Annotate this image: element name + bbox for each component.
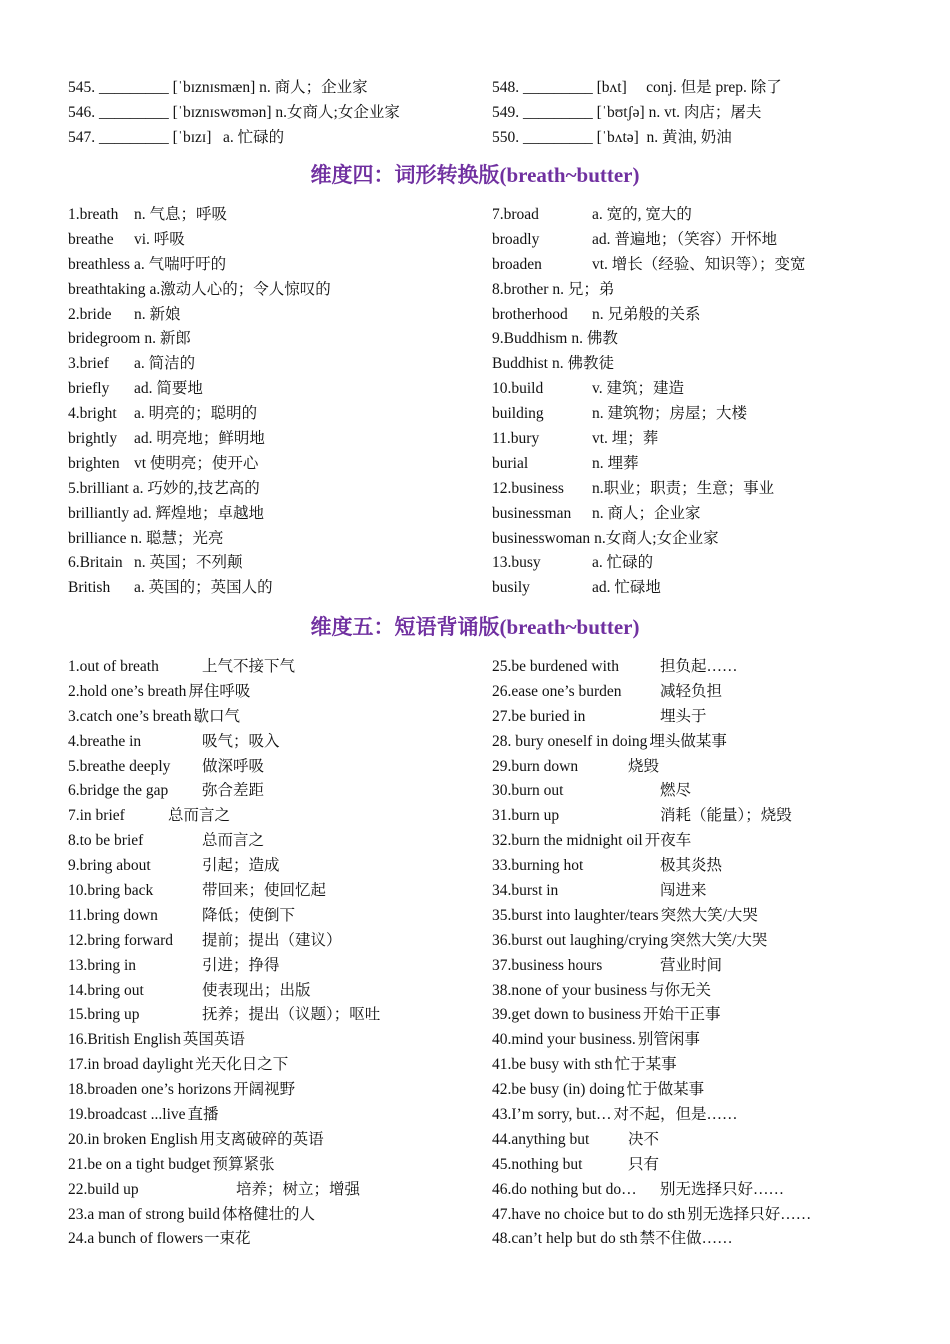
phrase-meaning: 吸气；吸入 xyxy=(202,732,280,750)
word-form-entry xyxy=(68,352,478,377)
word-definition: a. 巧妙的,技艺高的 xyxy=(132,479,260,497)
entry-number: 548. xyxy=(492,79,520,96)
word-form-entry xyxy=(492,427,932,452)
phrase: 31.burn up xyxy=(492,807,560,825)
headword: burial xyxy=(492,454,529,472)
phrase: 37.business hours xyxy=(492,956,603,974)
headword: 11.bury xyxy=(492,430,540,448)
phrase-entry xyxy=(68,804,478,829)
dimension4-list-right xyxy=(492,203,932,601)
phrase-meaning: 直播 xyxy=(187,1106,219,1124)
headword: British xyxy=(68,579,111,597)
phrase-entry xyxy=(492,1227,932,1252)
phrase-entry xyxy=(492,1078,932,1103)
phrase-entry xyxy=(68,779,478,804)
word-form-entry xyxy=(492,278,932,303)
phrase: 43.I’m sorry, but… xyxy=(492,1106,612,1124)
vocab-list-left xyxy=(68,75,478,150)
definition: n. 黄油, 奶油 xyxy=(642,129,732,146)
word-definition: a. 忙碌的 xyxy=(592,554,654,572)
phrase-entry xyxy=(492,1028,932,1053)
phrase-meaning: 开始干正事 xyxy=(642,1006,721,1024)
phrase: 2.hold one’s breath xyxy=(68,682,187,700)
word-form-entry xyxy=(68,576,478,601)
phrase: 23.a man of strong build xyxy=(68,1205,220,1223)
phrase-meaning: 突然大笑/大哭 xyxy=(660,906,758,924)
word-definition: n. 气息；呼吸 xyxy=(134,206,228,223)
phrase: 35.burst into laughter/tears xyxy=(492,906,659,924)
headword: brilliantly xyxy=(68,504,130,522)
definition: n. vt. 肉店；屠夫 xyxy=(648,104,762,121)
headword: Buddhist xyxy=(492,355,548,373)
word-definition: a. 气喘吁吁的 xyxy=(133,255,227,273)
phrase: 38.none of your business xyxy=(492,981,647,999)
phrase-entry xyxy=(492,1178,932,1203)
phrase-meaning: 极其炎热 xyxy=(660,857,723,875)
phrase-entry xyxy=(68,655,478,680)
word-definition: vi. 呼吸 xyxy=(134,230,185,248)
phrase-meaning: 总而言之 xyxy=(168,807,231,825)
headword: 6.Britain xyxy=(68,554,123,572)
word-form-entry xyxy=(68,402,478,427)
word-form-entry xyxy=(492,303,932,328)
phrase: 33.burning hot xyxy=(492,857,584,875)
phrase-entry xyxy=(68,954,478,979)
phrase: 36.burst out laughing/crying xyxy=(492,931,669,949)
phrase: 42.be busy (in) doing xyxy=(492,1081,625,1099)
phrase: 47.have no choice but to do sth xyxy=(492,1205,686,1223)
phrase: 30.burn out xyxy=(492,782,564,800)
phrase: 7.in brief xyxy=(68,807,125,825)
phrase-entry xyxy=(492,680,932,705)
phrase: 39.get down to business xyxy=(492,1006,641,1024)
headword: businesswoman xyxy=(492,529,591,547)
word-definition: v. 建筑；建造 xyxy=(592,380,684,398)
word-form-entry xyxy=(492,253,932,278)
phrase-meaning: 英国英语 xyxy=(182,1031,245,1049)
phonetic: [ˈbʊtʃə] xyxy=(596,104,645,121)
phrase: 32.burn the midnight oil xyxy=(492,832,643,850)
phrase-meaning: 别无选择只好…… xyxy=(660,1180,785,1198)
phrase: 11.bring down xyxy=(68,906,158,924)
word-form-entry xyxy=(68,253,478,278)
phrase-meaning: 引进；挣得 xyxy=(202,956,280,974)
vocab-entry xyxy=(492,75,932,100)
word-definition: a. 明亮的；聪明的 xyxy=(134,405,258,423)
phrase: 45.nothing but xyxy=(492,1155,583,1173)
phrase: 34.burst in xyxy=(492,882,559,900)
phrase: 19.broadcast ...live xyxy=(68,1106,186,1124)
word-definition: ad. 忙碌地 xyxy=(592,579,661,597)
phrase-entry xyxy=(68,755,478,780)
word-form-entry xyxy=(492,502,932,527)
phrase-entry xyxy=(492,1053,932,1078)
word-definition: vt. 埋；葬 xyxy=(592,430,659,448)
word-definition: n. 兄弟般的关系 xyxy=(592,305,701,323)
word-form-entry xyxy=(68,502,478,527)
word-form-entry xyxy=(68,527,478,552)
phrase-entry xyxy=(492,879,932,904)
word-form-entry xyxy=(68,303,478,328)
word-form-entry xyxy=(68,452,478,477)
phrase-entry xyxy=(492,1203,932,1228)
word-definition: n.职业；职责；生意；事业 xyxy=(592,479,775,497)
headword: brightly xyxy=(68,430,118,448)
phrase-entry xyxy=(68,1178,478,1203)
headword: 3.brief xyxy=(68,355,109,373)
definition: a. 忙碌的 xyxy=(215,129,285,146)
word-definition: a. 英国的；英国人的 xyxy=(134,579,273,597)
phrase-meaning: 忙于某事 xyxy=(614,1056,677,1074)
phrase: 26.ease one’s burden xyxy=(492,682,622,700)
headword: 1.breath xyxy=(68,206,119,223)
phrase-entry xyxy=(68,1078,478,1103)
headword: 9.Buddhism xyxy=(492,330,568,348)
headword: breathe xyxy=(68,230,114,248)
headword: 8.brother xyxy=(492,280,549,298)
phrase-meaning: 培养；树立；增强 xyxy=(236,1180,361,1198)
phrase-meaning: 开阔视野 xyxy=(233,1081,296,1099)
phrase: 13.bring in xyxy=(68,956,137,974)
word-definition: n. 埋葬 xyxy=(592,454,639,472)
phrase-meaning: 屏住呼吸 xyxy=(188,682,251,700)
phrase-meaning: 做深呼吸 xyxy=(202,757,265,775)
entry-number: 550. xyxy=(492,129,520,146)
definition: n. 商人；企业家 xyxy=(259,79,368,96)
headword: broadly xyxy=(492,230,540,248)
word-definition: ad. 明亮地；鲜明地 xyxy=(134,430,265,448)
phrase-entry xyxy=(68,730,478,755)
word-definition: ad. 普遍地；（笑容）开怀地 xyxy=(592,230,778,248)
answer-blank: _________ xyxy=(99,104,169,121)
phrase-entry xyxy=(492,655,932,680)
phrase: 40.mind your business. xyxy=(492,1031,636,1049)
word-form-entry xyxy=(492,576,932,601)
word-definition: n. 英国；不列颠 xyxy=(134,554,243,572)
phrase-meaning: 提前；提出（建议） xyxy=(202,931,342,949)
phrase-meaning: 营业时间 xyxy=(660,956,723,974)
phrase-entry xyxy=(492,904,932,929)
phrase-entry xyxy=(68,705,478,730)
phrase-meaning: 一束花 xyxy=(204,1230,251,1248)
entry-number: 547. xyxy=(68,129,96,146)
phrase-entry xyxy=(68,854,478,879)
headword: 2.bride xyxy=(68,305,112,323)
phrase-meaning: 歇口气 xyxy=(193,707,241,725)
phrase-meaning: 体格健壮的人 xyxy=(221,1205,315,1223)
phrase-entry xyxy=(68,979,478,1004)
word-form-entry xyxy=(492,377,932,402)
phrase: 6.bridge the gap xyxy=(68,782,169,800)
dimension5-heading: 维度五：短语背诵版(breath~butter) xyxy=(310,615,640,639)
phrase-meaning: 埋头做某事 xyxy=(649,732,727,750)
phrase-meaning: 别无选择只好…… xyxy=(687,1205,812,1223)
phrase-entry xyxy=(68,1227,478,1252)
phrase-meaning: 消耗（能量）；烧毁 xyxy=(660,807,792,825)
definition: n.女商人;女企业家 xyxy=(275,104,400,121)
phrase: 8.to be brief xyxy=(68,832,144,850)
word-definition: ad. 辉煌地；卓越地 xyxy=(133,504,265,522)
word-definition: n. 佛教 xyxy=(571,330,618,348)
word-form-entry xyxy=(492,228,932,253)
phrase: 18.broaden one’s horizons xyxy=(68,1081,232,1099)
headword: 10.build xyxy=(492,380,544,398)
phrase: 41.be busy with sth xyxy=(492,1056,613,1074)
phrase-meaning: 使表现出；出版 xyxy=(202,981,311,999)
word-form-entry xyxy=(492,327,932,352)
word-definition: n. 聪慧；光亮 xyxy=(130,529,224,547)
phrase-entry xyxy=(492,804,932,829)
phrase: 27.be buried in xyxy=(492,707,586,725)
vocab-entry xyxy=(68,75,478,100)
word-form-entry xyxy=(68,327,478,352)
word-definition: n. 商人；企业家 xyxy=(592,504,701,522)
word-definition: n. 佛教徒 xyxy=(551,355,614,373)
headword: breathtaking xyxy=(68,280,146,298)
phrase-meaning: 开夜车 xyxy=(644,832,692,850)
entry-number: 545. xyxy=(68,79,96,96)
word-form-entry xyxy=(492,551,932,576)
phrase-entry xyxy=(492,1003,932,1028)
phrase-meaning: 带回来；使回忆起 xyxy=(202,882,327,900)
word-form-entry xyxy=(492,402,932,427)
phonetic: [bʌt] xyxy=(596,79,627,96)
phrase-entry xyxy=(68,1003,478,1028)
phrase-meaning: 减轻负担 xyxy=(660,682,723,700)
entry-number: 546. xyxy=(68,104,96,121)
phrase-meaning: 禁不住做…… xyxy=(639,1230,733,1248)
phrase-meaning: 只有 xyxy=(628,1155,660,1173)
word-form-entry xyxy=(68,477,478,502)
headword: businessman xyxy=(492,504,572,522)
word-form-entry xyxy=(68,203,478,228)
phonetic: [ˈbʌtə] xyxy=(596,129,639,146)
headword: 12.business xyxy=(492,479,564,497)
phrase: 48.can’t help but do sth xyxy=(492,1230,638,1248)
phrase-entry xyxy=(68,1153,478,1178)
word-form-entry xyxy=(492,452,932,477)
phrase-meaning: 用支离破碎的英语 xyxy=(199,1130,324,1148)
answer-blank: _________ xyxy=(523,79,593,96)
word-form-entry xyxy=(68,278,478,303)
word-form-entry xyxy=(492,352,932,377)
phrase: 29.burn down xyxy=(492,757,579,775)
vocab-list-right xyxy=(492,75,932,150)
word-definition: ad. 简要地 xyxy=(134,380,203,398)
phrase-entry xyxy=(492,730,932,755)
phrase: 3.catch one’s breath xyxy=(68,707,192,725)
phrase: 14.bring out xyxy=(68,981,144,999)
phrase-entry xyxy=(68,1203,478,1228)
headword: briefly xyxy=(68,380,110,398)
word-definition: n. 新郎 xyxy=(144,330,191,348)
answer-blank: _________ xyxy=(523,104,593,121)
phrase: 28. bury oneself in doing xyxy=(492,732,648,750)
answer-blank: _________ xyxy=(523,129,593,146)
phonetic: [ˈbɪzɪ] xyxy=(172,129,212,146)
headword: broaden xyxy=(492,255,542,273)
word-definition: a. 宽的, 宽大的 xyxy=(592,206,692,223)
phrase: 44.anything but xyxy=(492,1130,590,1148)
phrase-entry xyxy=(68,1028,478,1053)
phrase-entry xyxy=(492,755,932,780)
phrase-meaning: 降低；使倒下 xyxy=(202,906,296,924)
phrase-entry xyxy=(68,1128,478,1153)
phrase: 12.bring forward xyxy=(68,931,174,949)
phrase-entry xyxy=(492,1103,932,1128)
phrase-meaning: 决不 xyxy=(628,1130,660,1148)
phrase: 22.build up xyxy=(68,1180,139,1198)
phrase-entry xyxy=(492,829,932,854)
phrase-entry xyxy=(68,829,478,854)
entry-number: 549. xyxy=(492,104,520,121)
phrase: 24.a bunch of flowers xyxy=(68,1230,204,1248)
word-definition: n.女商人;女企业家 xyxy=(594,529,719,547)
phrase-meaning: 烧毁 xyxy=(628,757,660,775)
headword: bridegroom xyxy=(68,330,141,348)
phrase-meaning: 突然大笑/大哭 xyxy=(670,931,768,949)
phrase-entry xyxy=(492,705,932,730)
phrase-entry xyxy=(492,1153,932,1178)
headword: 13.busy xyxy=(492,554,541,572)
word-definition: n. 建筑物；房屋；大楼 xyxy=(592,405,748,423)
phrase-meaning: 光天化日之下 xyxy=(195,1056,289,1074)
word-form-entry xyxy=(68,377,478,402)
phrase-meaning: 总而言之 xyxy=(202,832,265,850)
phrase: 15.bring up xyxy=(68,1006,140,1024)
word-definition: n. 兄；弟 xyxy=(552,280,615,298)
word-definition: n. 新娘 xyxy=(134,305,181,323)
word-form-entry xyxy=(492,477,932,502)
headword: 4.bright xyxy=(68,405,117,423)
phrase-meaning: 别管闲事 xyxy=(637,1031,700,1049)
phrase-meaning: 上气不接下气 xyxy=(202,658,296,675)
word-definition: a. 简洁的 xyxy=(134,355,196,373)
phrase-entry xyxy=(492,1128,932,1153)
phrase-entry xyxy=(68,1103,478,1128)
phrase-meaning: 闯进来 xyxy=(660,882,707,900)
phrase: 20.in broken English xyxy=(68,1130,198,1148)
phrase: 25.be burdened with xyxy=(492,658,619,675)
phrase-entry xyxy=(68,1053,478,1078)
headword: brotherhood xyxy=(492,305,568,323)
phrase: 46.do nothing but do… xyxy=(492,1180,637,1198)
vocab-entry xyxy=(492,100,932,125)
phonetic: [ˈbɪznɪsmæn] xyxy=(172,79,256,96)
phrase-entry xyxy=(492,929,932,954)
phrase-meaning: 与你无关 xyxy=(649,981,712,999)
phrase-entry xyxy=(492,779,932,804)
phrase-entry xyxy=(68,929,478,954)
definition: conj. 但是 prep. 除了 xyxy=(630,79,782,96)
phrase: 21.be on a tight budget xyxy=(68,1155,211,1173)
dimension5-list-left xyxy=(68,655,478,1252)
phrase-meaning: 燃尽 xyxy=(660,782,692,800)
headword: 7.broad xyxy=(492,206,539,223)
phrase: 9.bring about xyxy=(68,857,151,875)
dimension5-list-right xyxy=(492,655,932,1252)
headword: building xyxy=(492,405,544,423)
vocab-entry xyxy=(68,100,478,125)
headword: busily xyxy=(492,579,530,597)
phrase-entry xyxy=(68,904,478,929)
vocab-entry xyxy=(492,125,932,150)
vocab-entry xyxy=(68,125,478,150)
word-form-entry xyxy=(492,203,932,228)
phrase-meaning: 埋头于 xyxy=(660,707,707,725)
dimension4-list-left xyxy=(68,203,478,601)
phrase-meaning: 抚养；提出（议题）；呕吐 xyxy=(202,1006,381,1024)
phrase-entry xyxy=(492,954,932,979)
answer-blank: _________ xyxy=(99,129,169,146)
phrase-entry xyxy=(68,879,478,904)
phrase-meaning: 忙于做某事 xyxy=(626,1081,705,1099)
word-form-entry xyxy=(68,228,478,253)
phrase-entry xyxy=(492,979,932,1004)
phrase-meaning: 对不起，但是…… xyxy=(613,1106,738,1124)
phrase: 16.British English xyxy=(68,1031,181,1049)
phrase: 5.breathe deeply xyxy=(68,757,171,775)
phrase: 10.bring back xyxy=(68,882,154,900)
word-definition: a.激动人心的；令人惊叹的 xyxy=(149,280,331,298)
headword: brilliance xyxy=(68,529,127,547)
phonetic: [ˈbɪznɪswʊmən] xyxy=(172,104,272,121)
phrase-entry xyxy=(492,854,932,879)
phrase: 4.breathe in xyxy=(68,732,142,750)
word-form-entry xyxy=(68,551,478,576)
dimension4-heading: 维度四：词形转换版(breath~butter) xyxy=(310,163,640,187)
phrase-entry xyxy=(68,680,478,705)
phrase-meaning: 担负起…… xyxy=(660,658,738,675)
headword: breathless xyxy=(68,255,130,273)
word-form-entry xyxy=(68,427,478,452)
phrase-meaning: 预算紧张 xyxy=(212,1155,275,1173)
headword: 5.brilliant xyxy=(68,479,129,497)
word-definition: vt. 增长（经验、知识等）；变宽 xyxy=(592,255,806,273)
phrase: 17.in broad daylight xyxy=(68,1056,194,1074)
answer-blank: _________ xyxy=(99,79,169,96)
word-form-entry xyxy=(492,527,932,552)
phrase: 1.out of breath xyxy=(68,658,159,675)
phrase-meaning: 引起；造成 xyxy=(202,857,280,875)
headword: brighten xyxy=(68,454,120,472)
phrase-meaning: 弥合差距 xyxy=(202,782,265,800)
word-definition: vt 使明亮；使开心 xyxy=(134,454,259,472)
